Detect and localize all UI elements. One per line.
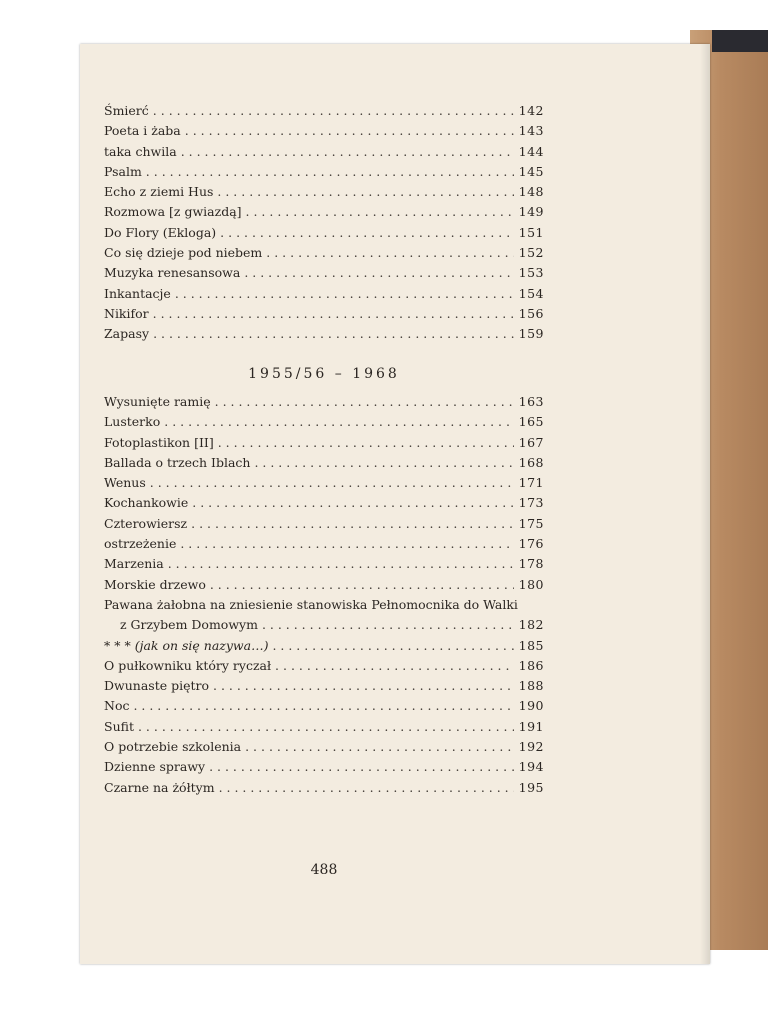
- toc-entry: [104, 759, 544, 779]
- leader-dots: [218, 435, 514, 450]
- toc-entry: [104, 184, 544, 204]
- toc-entry-title: Ballada o trzech Iblach: [104, 454, 251, 470]
- leader-dots: [219, 780, 514, 795]
- leader-dots: [246, 204, 514, 219]
- toc-entry-title: Śmierć: [104, 103, 149, 118]
- toc-entry-title: Do Flory (Ekloga): [104, 224, 217, 240]
- toc-entry-title: Echo z ziemi Hus: [104, 184, 214, 200]
- toc-entry: [104, 326, 544, 346]
- toc-entry: [104, 265, 544, 285]
- toc-entry-page: 145: [518, 163, 544, 179]
- toc-entry: [104, 306, 544, 326]
- toc-entry: [104, 225, 544, 245]
- leader-dots: [146, 164, 514, 179]
- leader-dots: [266, 245, 514, 260]
- toc-entry: [104, 435, 544, 455]
- toc-entry-page: 178: [518, 556, 544, 572]
- toc-entry-line2: [104, 617, 544, 637]
- toc-entry-title: Czarne na żółtym: [104, 779, 215, 795]
- toc-entry: [104, 516, 544, 536]
- toc-entry-title: Pawana żałobna na zniesienie stanowiska Pełnomocnika do Walki: [104, 596, 518, 612]
- toc-entry-title: z Grzybem Domowym: [120, 617, 258, 633]
- toc-entry-page: 192: [518, 739, 544, 755]
- toc-entry-page: 148: [518, 184, 544, 200]
- toc-entry-title: Poeta i żaba: [104, 123, 181, 139]
- toc-entry-title: [104, 638, 268, 653]
- toc-entry-title: Sufit: [104, 718, 134, 734]
- toc-entry-page: 185: [518, 637, 544, 653]
- leader-dots: [220, 225, 514, 240]
- leader-dots: [153, 306, 514, 321]
- toc-entry: [104, 103, 544, 123]
- leader-dots: [175, 286, 514, 301]
- toc-entry-title: Co się dzieje pod niebem: [104, 245, 263, 261]
- toc-entry-page: 159: [518, 326, 544, 342]
- leader-dots: [185, 123, 514, 138]
- toc-entry: [104, 455, 544, 475]
- toc-entry: [104, 719, 544, 739]
- toc-entry-title: Muzyka renesansowa: [104, 265, 241, 281]
- toc-entry: [104, 475, 544, 495]
- toc-entry-title: Marzenia: [104, 556, 164, 572]
- page-number: 488: [310, 862, 338, 878]
- toc-entry-title: Noc: [104, 698, 130, 714]
- leader-dots: [138, 719, 514, 734]
- toc-entry-title: Morskie drzewo: [104, 576, 206, 592]
- toc-entry: [104, 394, 544, 414]
- leader-dots: [217, 184, 514, 199]
- toc-entry-page: 186: [518, 657, 544, 673]
- toc-entry-page: 167: [518, 434, 544, 450]
- leader-dots: [275, 658, 514, 673]
- toc-entry-page: 191: [518, 718, 544, 734]
- toc-list-after: [104, 394, 544, 800]
- toc-entry: [104, 638, 544, 658]
- leader-dots: [215, 394, 514, 409]
- leader-dots: [180, 536, 514, 551]
- leader-dots: [150, 475, 514, 490]
- leader-dots: [153, 326, 514, 341]
- toc-entry-title: Rozmowa [z gwiazdą]: [104, 204, 242, 220]
- toc-entry: [104, 286, 544, 306]
- leader-dots: [262, 617, 514, 632]
- leader-dots: [244, 265, 514, 280]
- toc-entry: [104, 577, 544, 597]
- toc-entry-page: 154: [518, 285, 544, 301]
- page-shadow: [700, 44, 710, 964]
- toc-entry-page: 195: [518, 779, 544, 795]
- toc-entry-page: 182: [518, 617, 544, 633]
- toc-entry-title: ostrzeżenie: [104, 536, 177, 552]
- toc-entry-page: 171: [518, 475, 544, 491]
- toc-entry-title: Zapasy: [104, 326, 150, 342]
- toc-entry-title: Lusterko: [104, 414, 161, 430]
- toc-entry-page: 180: [518, 576, 544, 592]
- toc-entry: [104, 739, 544, 759]
- leader-dots: [164, 414, 514, 429]
- leader-dots: [254, 455, 514, 470]
- toc-entry-title: O potrzebie szkolenia: [104, 739, 242, 755]
- toc-entry-page: 165: [518, 414, 544, 430]
- toc-entry-page: 190: [518, 698, 544, 714]
- toc-entry: [104, 204, 544, 224]
- toc-entry-page: 163: [518, 394, 544, 409]
- leader-dots: [210, 577, 514, 592]
- leader-dots: [133, 698, 514, 713]
- toc-entry-italic-title: (jak on się nazywa…): [134, 637, 269, 653]
- toc-entry-title: taka chwila: [104, 143, 177, 159]
- toc-entry-title: Kochankowie: [104, 495, 189, 511]
- toc-entry: [104, 164, 544, 184]
- toc-entry-title: Dzienne sprawy: [104, 759, 206, 775]
- section-heading: 1955/56 – 1968: [248, 366, 400, 382]
- toc-entry-title: Inkantacje: [104, 285, 171, 301]
- leader-dots: [192, 495, 514, 510]
- toc-entry-page: 143: [518, 123, 544, 139]
- toc-entry-page: 149: [518, 204, 544, 220]
- toc-entry: [104, 245, 544, 265]
- toc-entry-title: Dwunaste piętro: [104, 678, 210, 694]
- toc-entry-title: Wenus: [104, 475, 146, 491]
- toc-entry: [104, 780, 544, 800]
- toc-entry: [104, 556, 544, 576]
- toc-entry-page: 151: [518, 224, 544, 240]
- toc-entry-page: 153: [518, 265, 544, 281]
- toc-entry-title: Fotoplastikon [II]: [104, 434, 214, 450]
- toc-entry-page: 194: [518, 759, 544, 775]
- leader-dots: [213, 678, 514, 693]
- toc-entry-line1: [104, 597, 544, 617]
- toc-list-before: [104, 103, 544, 347]
- toc-entry-page: 152: [518, 245, 544, 261]
- toc-entry-page: 144: [518, 143, 544, 159]
- toc-entry: [104, 678, 544, 698]
- leader-dots: [272, 638, 514, 653]
- toc-entry-title: Wysunięte ramię: [104, 394, 211, 409]
- toc-entry: [104, 414, 544, 434]
- toc-entry-title: Nikifor: [104, 305, 149, 321]
- toc-entry: [104, 123, 544, 143]
- toc-entry-page: 188: [518, 678, 544, 694]
- toc-entry-page: 156: [518, 305, 544, 321]
- toc-entry-title: Psalm: [104, 163, 142, 179]
- leader-dots: [191, 516, 514, 531]
- toc-entry-title: O pułkowniku który ryczał: [104, 657, 272, 673]
- toc-entry-title: Czterowiersz: [104, 515, 188, 531]
- toc-entry-page: 175: [518, 515, 544, 531]
- leader-dots: [245, 739, 514, 754]
- toc-entry: [104, 536, 544, 556]
- toc-entry: [104, 658, 544, 678]
- leader-dots: [181, 144, 514, 159]
- toc-entry-page: 168: [518, 454, 544, 470]
- toc-entry-page: 176: [518, 536, 544, 552]
- toc-entry-page: 173: [518, 495, 544, 511]
- book-cover-edge: [712, 30, 768, 52]
- toc-entry-asterisks: * * *: [104, 637, 131, 653]
- toc-entry: [104, 698, 544, 718]
- toc-entry-page: 142: [518, 103, 544, 118]
- leader-dots: [153, 103, 514, 118]
- toc-entry: [104, 495, 544, 515]
- leader-dots: [209, 759, 514, 774]
- leader-dots: [168, 556, 514, 571]
- toc-entry: [104, 144, 544, 164]
